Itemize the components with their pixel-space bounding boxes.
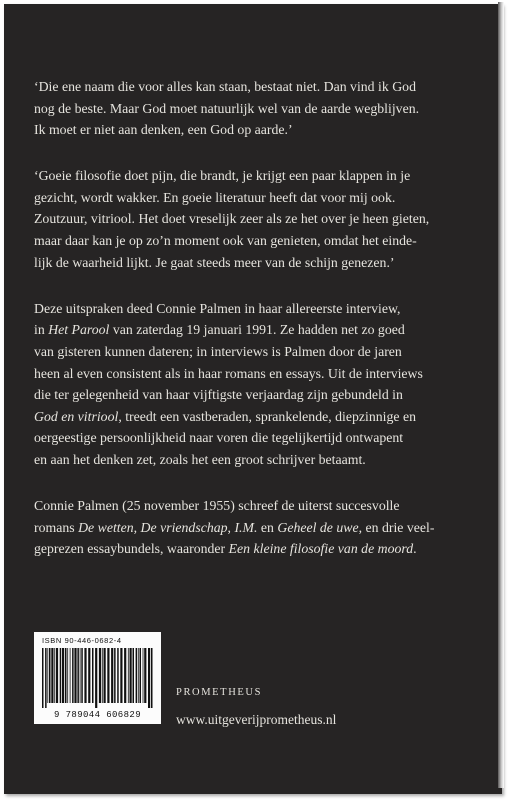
barcode-bar [42,648,44,708]
barcode-bar [111,648,113,703]
barcode-bar [74,648,76,703]
book-edge [498,2,504,788]
barcode-bar [148,648,150,708]
text-line [34,187,482,209]
paragraph [34,165,482,273]
italic-title: I.M. [234,519,258,535]
barcode-bar [56,648,58,703]
paragraph [34,76,482,141]
barcode-bar [128,648,129,703]
text-run: , en drie veel- [358,519,435,535]
text-run: van gisteren kunnen dateren; in interviews is Palmen door de jaren [34,343,402,359]
text-run: nog de beste. Maar God moet natuurlijk wel van de aarde wegblijven. [34,100,420,116]
text-line [34,165,482,187]
text-run: , treedt een vastberaden, sprankelende, diepzinnige en [118,408,416,424]
paragraph [34,298,482,471]
paragraph [34,495,482,560]
text-line [34,449,482,471]
barcode-bar [47,648,48,703]
text-line [34,538,482,560]
barcode-bar [140,648,142,703]
publisher-website[interactable]: www.uitgeverijprometheus.nl [176,712,337,727]
barcode-bar [62,648,64,703]
text-run: romans [34,519,79,535]
text-run: . [413,541,417,557]
text-line [34,406,482,428]
text-run: , [133,519,141,535]
barcode-bar [104,648,106,703]
text-run: heen al even consistent als in haar romans en essays. Uit de interviews [34,365,423,381]
text-run: en [257,519,278,535]
barcode-bar [136,648,138,703]
text-line [34,119,482,141]
text-run: ‘Goeie filosofie doet pijn, die brandt, je krijgt een paar klappen in je [34,168,411,184]
barcode-bar [95,648,97,708]
text-run: Deze uitspraken deed Connie Palmen in haar allereerste interview, [34,300,401,316]
book-back-cover [4,4,502,794]
text-run: oergeestige persoonlijkheid naar voren die tegelijkertijd ontwapent [34,430,404,446]
barcode-bar [144,648,146,703]
barcode-bar [67,648,68,703]
text-run: ‘Die ene naam die voor alles kan staan, bestaat niet. Dan vind ik God [34,79,416,94]
text-line [34,384,482,406]
italic-title: De wetten [78,519,134,535]
barcode-label [34,632,161,724]
barcode-bar [99,648,101,703]
text-run: van zaterdag 19 januari 1991. Ze hadden net zo goed [109,322,405,338]
barcode-bar [107,648,109,703]
barcode-bar [81,648,83,703]
text-run: en aan het denken zet, zoals het een groot schrijver betaamt. [34,451,366,467]
barcode-bar [49,648,51,703]
barcode-bar [45,648,47,708]
italic-title: Een kleine filosofie van de moord [228,541,414,557]
barcode-bar [143,648,144,703]
barcode-bar [151,648,153,708]
italic-title: De vriendschap [140,519,228,535]
text-run: gezicht, wordt wakker. En goeie literatuur heeft dat voor mij ook. [34,189,396,205]
barcode-bar [133,648,135,703]
text-run: geprezen essaybundels, waaronder [34,541,229,557]
text-run: Connie Palmen (25 november 1955) schreef de uiterst succesvolle [34,498,400,513]
italic-title: Geheel de uwe [277,519,359,535]
text-line [34,319,482,341]
text-run: maar daar kan je op zo’n moment ook van genieten, omdat het einde- [34,233,417,249]
text-line [34,517,482,539]
text-line [34,252,482,274]
barcode-bar [88,648,90,703]
barcode-bar [114,648,116,703]
barcode-bar [77,648,79,703]
text-run: lijk de waarheid lijkt. Je gaat steeds meer van de schijn genezen.’ [34,254,395,270]
text-run: Ik moet er niet aan denken, een God op aarde.’ [34,122,293,138]
barcode-bar [117,648,119,703]
text-line [34,230,482,252]
barcode-bar [138,648,139,703]
ean-number: 9 789044 606829 [53,710,141,720]
barcode-bar [92,648,94,703]
barcode-bar [60,648,62,703]
blurb-text [34,76,482,584]
barcode-bar [51,648,53,703]
barcode-bars [42,648,153,708]
barcode-bar [70,648,71,703]
barcode-bar [130,648,132,703]
text-line [34,427,482,449]
text-line [34,98,482,120]
barcode-bar [80,648,81,703]
italic-title: God en vitriool [34,408,119,424]
text-line [34,495,482,517]
barcode-bar [84,648,86,703]
barcode-bar [124,648,126,703]
publisher-logo: PROMETHEUS [176,687,263,698]
italic-title: Het Parool [48,322,110,338]
text-line [34,363,482,385]
barcode-bar [65,648,67,703]
text-line [34,298,482,320]
text-line [34,76,482,98]
barcode-bar [120,648,122,703]
text-line [34,341,482,363]
text-run: , [227,519,235,535]
barcode-bar [102,648,103,703]
text-line [34,208,482,230]
text-run: in [34,322,49,338]
barcode-bar [72,648,74,703]
text-run: Zoutzuur, vitriool. Het doet vreselijk zeer als ze het over je heen gieten, [34,211,430,227]
text-run: die ter gelegenheid van haar vijftigste verjaardag zijn gebundeld in [34,387,403,403]
barcode-bar [54,648,55,703]
isbn-text: ISBN 90-446-0682-4 [42,636,122,645]
